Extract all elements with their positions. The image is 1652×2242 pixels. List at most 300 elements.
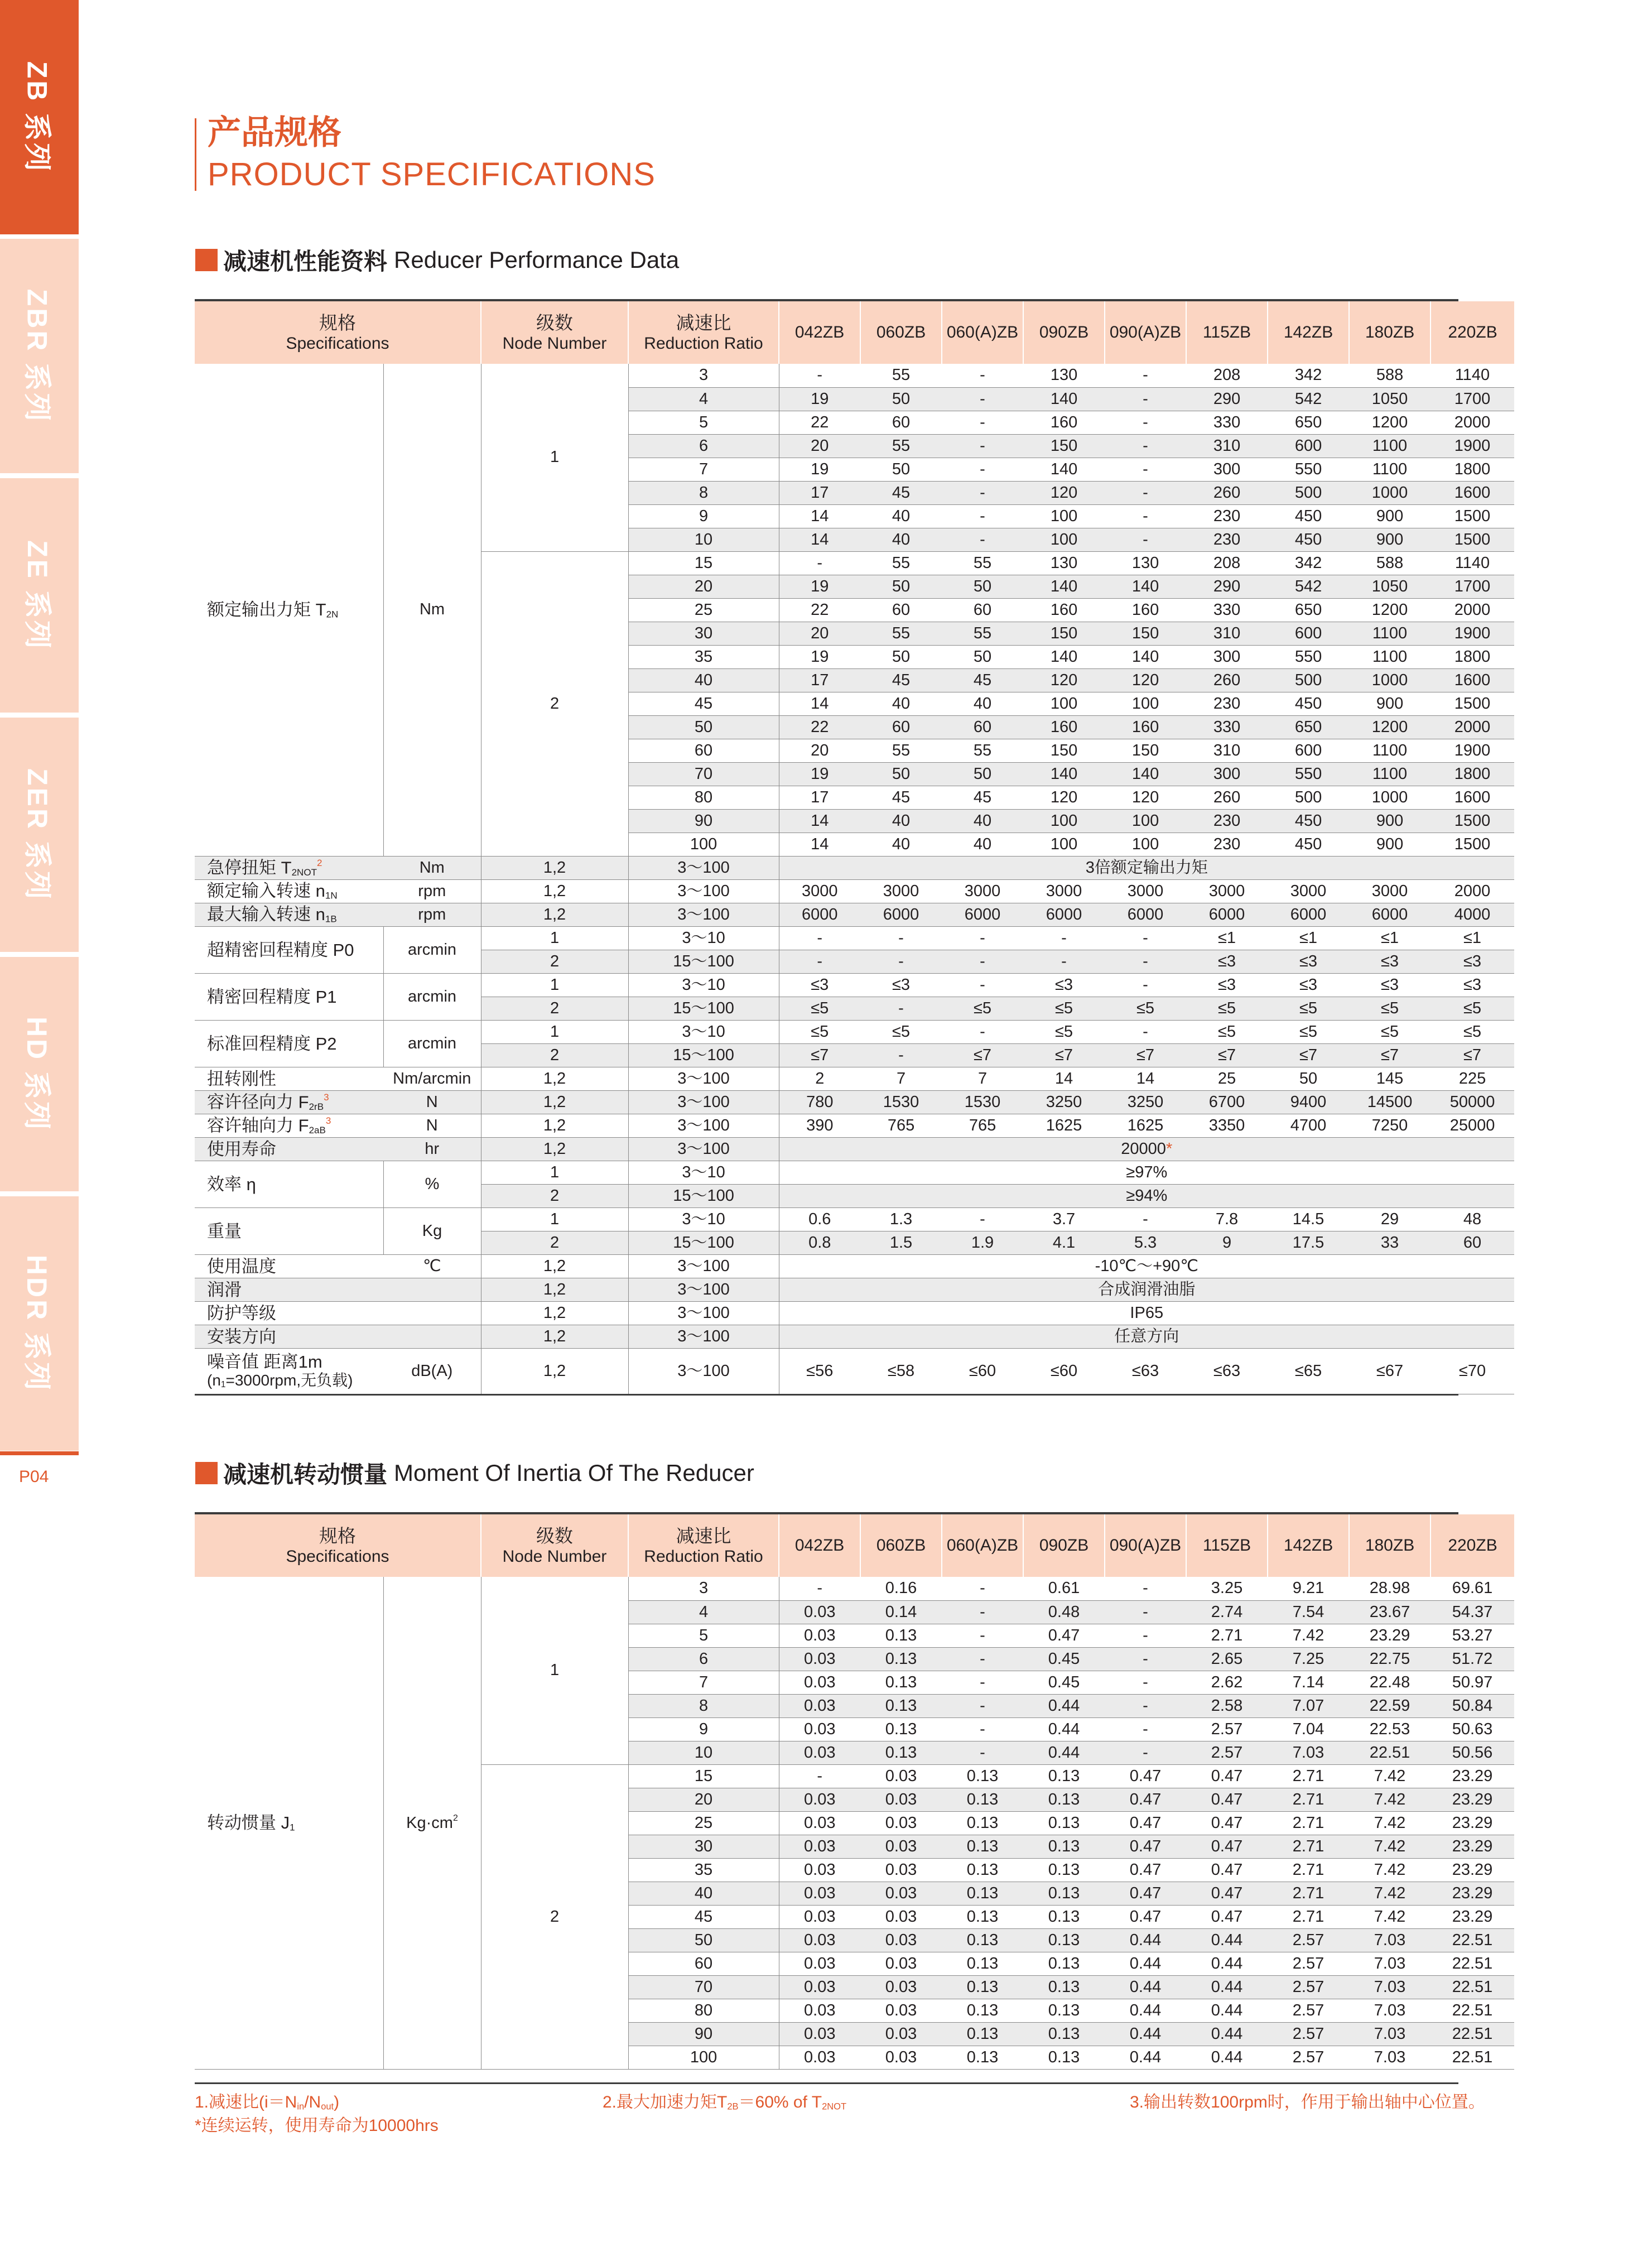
value-cell: 2.65	[1186, 1647, 1268, 1671]
section-square-icon	[195, 1462, 218, 1484]
value-cell: 2.57	[1268, 1975, 1349, 1999]
value-cell: 0.14	[860, 1600, 942, 1624]
ratio-cell: 100	[628, 833, 779, 856]
value-cell: ≤3	[1349, 950, 1431, 973]
value-cell: ≤67	[1349, 1348, 1431, 1394]
value-cell: 1.9	[942, 1231, 1023, 1254]
ratio-cell: 15～100	[628, 1043, 779, 1067]
value-cell: 1.3	[860, 1207, 942, 1231]
value-cell: 7250	[1349, 1114, 1431, 1137]
ratio-cell: 15	[628, 551, 779, 575]
value-cell: -	[942, 481, 1023, 504]
value-cell: 650	[1268, 411, 1349, 434]
value-cell: 1530	[942, 1090, 1023, 1114]
value-cell: 1100	[1349, 434, 1431, 458]
value-cell: 0.6	[779, 1207, 860, 1231]
header-node-number	[481, 1514, 628, 1577]
value-cell: ≤3	[1023, 973, 1105, 997]
value-cell: 17	[779, 668, 860, 692]
header-specifications	[195, 301, 481, 364]
value-cell: 310	[1186, 622, 1268, 645]
header-cn: 减速比	[676, 1525, 731, 1546]
value-cell: 0.03	[779, 1811, 860, 1835]
label-part: 容许轴向力 F	[207, 1115, 309, 1136]
value-cell: 0.45	[1023, 1647, 1105, 1671]
value-cell: -	[942, 1207, 1023, 1231]
value-cell: 450	[1268, 809, 1349, 833]
value-cell: 100	[1023, 692, 1105, 715]
value-cell: 3000	[779, 879, 860, 903]
label-part: 1	[290, 1821, 295, 1832]
unit-cell: Nm/arcmin	[383, 1067, 481, 1090]
value-cell: -	[860, 997, 942, 1020]
table-row	[195, 903, 1514, 926]
value-cell: 7.42	[1268, 1624, 1349, 1647]
value-cell: 50.97	[1431, 1671, 1514, 1694]
value-cell: 542	[1268, 387, 1349, 411]
value-cell: -	[942, 1694, 1023, 1717]
value-cell: -	[1105, 434, 1186, 458]
value-cell: 150	[1105, 622, 1186, 645]
node-cell: 1,2	[481, 1067, 628, 1090]
value-cell: 0.03	[860, 1788, 942, 1811]
value-cell: 4.1	[1023, 1231, 1105, 1254]
value-cell: 0.13	[942, 1928, 1023, 1952]
value-cell: 50	[942, 575, 1023, 598]
section-square-icon	[195, 249, 218, 271]
value-cell: -	[1105, 528, 1186, 551]
tab-zer-series[interactable]	[0, 718, 79, 952]
value-cell: 7.25	[1268, 1647, 1349, 1671]
header-en: Reduction Ratio	[644, 334, 763, 353]
unit-cell: Kg	[383, 1207, 481, 1254]
value-cell: 150	[1023, 622, 1105, 645]
ratio-cell: 3～100	[628, 903, 779, 926]
value-cell: -	[860, 950, 942, 973]
value-cell: 0.03	[860, 1952, 942, 1975]
value-cell: 2.57	[1268, 1999, 1349, 2022]
value-cell: 1500	[1431, 692, 1514, 715]
header-model: 142ZB	[1268, 301, 1349, 364]
ratio-cell: 4	[628, 387, 779, 411]
footnote-text: 2.最大加速力矩T	[603, 2093, 728, 2111]
value-cell: 40	[860, 809, 942, 833]
value-cell: 1500	[1431, 504, 1514, 528]
table-row	[195, 1325, 1514, 1348]
radial-label	[195, 1090, 383, 1114]
label-part: 转动惯量 J	[207, 1812, 290, 1832]
rated_speed-label	[195, 879, 383, 903]
value-cell: 0.13	[942, 1882, 1023, 1905]
value-cell: 0.16	[860, 1577, 942, 1600]
value-cell: 0.44	[1186, 2046, 1268, 2069]
value-cell: -	[942, 411, 1023, 434]
unit-cell: N	[383, 1114, 481, 1137]
ratio-cell: 20	[628, 575, 779, 598]
tab-hdr-series[interactable]	[0, 1196, 79, 1451]
value-cell: 450	[1268, 692, 1349, 715]
value-cell: 2.62	[1186, 1671, 1268, 1694]
tab-hd-series[interactable]	[0, 957, 79, 1191]
value-cell: 7.03	[1268, 1741, 1349, 1764]
value-cell: ≤65	[1268, 1348, 1349, 1394]
value-cell: 2.57	[1268, 2022, 1349, 2046]
value-cell: 0.13	[942, 1811, 1023, 1835]
value-cell: 230	[1186, 692, 1268, 715]
value-cell: 140	[1023, 458, 1105, 481]
value-cell: 14	[779, 504, 860, 528]
value-cell: 40	[860, 504, 942, 528]
header-model: 115ZB	[1186, 1514, 1268, 1577]
table-row	[195, 1067, 1514, 1090]
value-cell: 23.67	[1349, 1600, 1431, 1624]
value-cell: 3000	[1186, 879, 1268, 903]
value-cell: 54.37	[1431, 1600, 1514, 1624]
label-part: 润滑	[207, 1279, 242, 1300]
unit-cell	[383, 1301, 481, 1325]
value-cell: 22.59	[1349, 1694, 1431, 1717]
table-row	[195, 1020, 1514, 1043]
value-cell: 3250	[1023, 1090, 1105, 1114]
ratio-cell: 3～100	[628, 1348, 779, 1394]
node-cell: 2	[481, 1231, 628, 1254]
node-cell: 1,2	[481, 903, 628, 926]
value-cell: 5.3	[1105, 1231, 1186, 1254]
label-part: 2rB	[309, 1101, 324, 1112]
value-cell: ≤60	[1023, 1348, 1105, 1394]
value-cell: 150	[1023, 434, 1105, 458]
ratio-cell: 15～100	[628, 1231, 779, 1254]
section-title-performance	[195, 243, 679, 277]
value-cell: 19	[779, 645, 860, 668]
mounting-label	[195, 1325, 383, 1348]
value-cell: 3000	[860, 879, 942, 903]
value-cell: 0.13	[1023, 1811, 1105, 1835]
ratio-cell: 25	[628, 1811, 779, 1835]
header-en: Node Number	[502, 1547, 607, 1566]
value-cell: 0.47	[1186, 1835, 1268, 1858]
value-cell: 1500	[1431, 833, 1514, 856]
node-cell: 1,2	[481, 1137, 628, 1161]
node-cell: 1	[481, 1020, 628, 1043]
life-label	[195, 1137, 383, 1161]
value-cell: ≤7	[1023, 1043, 1105, 1067]
value-cell: 550	[1268, 458, 1349, 481]
header-reduction-ratio	[628, 301, 779, 364]
value-cell: 0.13	[860, 1647, 942, 1671]
ratio-cell: 20	[628, 1788, 779, 1811]
value-cell: 0.13	[942, 1952, 1023, 1975]
value-cell: 0.03	[779, 1999, 860, 2022]
value-cell: 7.42	[1349, 1835, 1431, 1858]
value-cell: 0.47	[1186, 1858, 1268, 1882]
value-cell: 0.03	[779, 1788, 860, 1811]
value-cell: 0.03	[860, 1882, 942, 1905]
node-cell: 1,2	[481, 1254, 628, 1278]
value-cell: 500	[1268, 786, 1349, 809]
unit-cell: Nm	[383, 856, 481, 879]
value-cell: -	[1105, 1647, 1186, 1671]
value-cell: 0.47	[1105, 1788, 1186, 1811]
sup-mark: 3	[325, 1115, 331, 1126]
value-cell: 0.13	[1023, 1905, 1105, 1928]
value-cell: ≤5	[860, 1020, 942, 1043]
value-cell-merged: ≥97%	[779, 1161, 1514, 1184]
value-cell-merged	[779, 1254, 1514, 1278]
value-cell: ≤7	[1349, 1043, 1431, 1067]
value-cell-merged: ≥94%	[779, 1184, 1514, 1207]
label-part: 2aB	[309, 1124, 326, 1136]
value-cell: 22.48	[1349, 1671, 1431, 1694]
noise-label-line1: 噪音值 距离1m	[207, 1351, 322, 1372]
value-cell: 300	[1186, 458, 1268, 481]
value-cell: 0.45	[1023, 1671, 1105, 1694]
value-cell: 25000	[1431, 1114, 1514, 1137]
protection-label	[195, 1301, 383, 1325]
value-cell: -	[1105, 926, 1186, 950]
value-cell: 7.03	[1349, 2022, 1431, 2046]
ratio-cell: 3～100	[628, 1090, 779, 1114]
value-cell: 14500	[1349, 1090, 1431, 1114]
value-cell: 2.71	[1268, 1882, 1349, 1905]
value-cell: 0.47	[1105, 1811, 1186, 1835]
p0-label: 超精密回程精度 P0	[195, 926, 383, 973]
node-cell: 1,2	[481, 1090, 628, 1114]
unit-cell: N	[383, 1090, 481, 1114]
value-cell: 0.03	[779, 1835, 860, 1858]
value-cell: ≤7	[1105, 1043, 1186, 1067]
inertia-label	[195, 1577, 383, 2069]
value-cell: 150	[1023, 739, 1105, 762]
header-model: 060(A)ZB	[942, 301, 1023, 364]
unit-cell	[383, 1325, 481, 1348]
header-model: 090ZB	[1023, 1514, 1105, 1577]
value-cell: 0.13	[1023, 1999, 1105, 2022]
ratio-cell: 35	[628, 1858, 779, 1882]
header-model: 090(A)ZB	[1105, 301, 1186, 364]
value-cell: 0.03	[779, 1624, 860, 1647]
value-cell: 120	[1023, 786, 1105, 809]
value-cell: 140	[1023, 762, 1105, 786]
value-cell: 1140	[1431, 364, 1514, 387]
value-cell: 14	[779, 692, 860, 715]
footnote-2	[603, 2088, 846, 2113]
table-row	[195, 1254, 1514, 1278]
value-cell: 23.29	[1431, 1835, 1514, 1858]
value-cell: 2.58	[1186, 1694, 1268, 1717]
value-cell: ≤5	[1023, 1020, 1105, 1043]
value-cell: 7.42	[1349, 1764, 1431, 1788]
node-cell: 2	[481, 997, 628, 1020]
value-cell: 25	[1186, 1067, 1268, 1090]
ratio-cell: 9	[628, 1717, 779, 1741]
value-cell: 0.03	[860, 1858, 942, 1882]
tab-zbr-series[interactable]	[0, 239, 79, 473]
value-cell: 0.47	[1186, 1764, 1268, 1788]
value-cell: 130	[1023, 551, 1105, 575]
value-cell: 22.51	[1431, 1975, 1514, 1999]
value-cell: 230	[1186, 833, 1268, 856]
tab-zb-series[interactable]	[0, 0, 79, 234]
label-part: 额定输出力矩 T	[207, 599, 326, 619]
table-row	[195, 926, 1514, 950]
value-cell: 45	[860, 668, 942, 692]
value-cell: 150	[1105, 739, 1186, 762]
unit-cell: Nm	[383, 364, 481, 856]
value-cell: -	[1105, 1577, 1186, 1600]
ratio-cell: 80	[628, 786, 779, 809]
value-cell: 0.03	[860, 1905, 942, 1928]
value-cell: 19	[779, 575, 860, 598]
unit-cell: rpm	[383, 903, 481, 926]
section-title-en: Moment Of Inertia Of The Reducer	[394, 1460, 754, 1486]
value-cell: 48	[1431, 1207, 1514, 1231]
ratio-cell: 15～100	[628, 950, 779, 973]
unit-cell: %	[383, 1161, 481, 1207]
header-cn: 规格	[319, 312, 356, 333]
value-cell: 40	[942, 809, 1023, 833]
label-part: 1	[220, 1380, 226, 1390]
value-cell: 290	[1186, 575, 1268, 598]
value-cell-merged	[779, 1137, 1514, 1161]
value-cell: 390	[779, 1114, 860, 1137]
value-cell: 3.7	[1023, 1207, 1105, 1231]
value-cell: 1900	[1431, 739, 1514, 762]
tab-ze-series[interactable]	[0, 478, 79, 713]
value-cell: -	[1105, 1717, 1186, 1741]
series-sidebar	[0, 0, 79, 1473]
node-cell: 1,2	[481, 1278, 628, 1301]
value-cell: 2.57	[1268, 1928, 1349, 1952]
node-cell: 1	[481, 926, 628, 950]
value-cell: ≤5	[779, 1020, 860, 1043]
value-cell: -	[942, 458, 1023, 481]
label-part: 1B	[325, 913, 337, 925]
value-cell: 900	[1349, 528, 1431, 551]
value-cell: -	[1023, 926, 1105, 950]
value-cell: 140	[1023, 387, 1105, 411]
page-number: P04	[19, 1468, 49, 1486]
header-model: 180ZB	[1349, 301, 1431, 364]
value-cell: 20	[779, 622, 860, 645]
value-cell: 53.27	[1431, 1624, 1514, 1647]
value-cell: 22.51	[1431, 1928, 1514, 1952]
value-cell: 45	[860, 786, 942, 809]
tab-label: ZER 系列	[21, 768, 53, 901]
value-cell: ≤5	[1268, 1020, 1349, 1043]
footnote-text: /N	[304, 2093, 321, 2111]
value-cell: 0.44	[1023, 1694, 1105, 1717]
value-cell: 6000	[779, 903, 860, 926]
value-cell: 100	[1023, 809, 1105, 833]
ratio-cell: 3～10	[628, 1020, 779, 1043]
value-cell: 0.48	[1023, 1600, 1105, 1624]
value-cell: 0.13	[860, 1694, 942, 1717]
value-cell: 45	[942, 668, 1023, 692]
value-cell: 140	[1105, 645, 1186, 668]
value-cell: 300	[1186, 762, 1268, 786]
value-cell: -	[779, 551, 860, 575]
value-cell: -	[942, 1624, 1023, 1647]
value-cell: 140	[1023, 645, 1105, 668]
value-cell: 2	[779, 1067, 860, 1090]
value-cell: 0.13	[860, 1671, 942, 1694]
value-cell: 1530	[860, 1090, 942, 1114]
value-cell: -	[779, 364, 860, 387]
value-cell: 50000	[1431, 1090, 1514, 1114]
ratio-cell: 3～100	[628, 1278, 779, 1301]
value-cell: -	[1105, 458, 1186, 481]
value-cell: 69.61	[1431, 1577, 1514, 1600]
header-model: 180ZB	[1349, 1514, 1431, 1577]
value-cell: 22	[779, 411, 860, 434]
value-cell: 0.47	[1105, 1858, 1186, 1882]
value-cell: 160	[1023, 715, 1105, 739]
value-cell: 1900	[1431, 434, 1514, 458]
table-row	[195, 856, 1514, 879]
ratio-cell: 15～100	[628, 997, 779, 1020]
value-cell: 0.03	[779, 1671, 860, 1694]
value-cell: 0.44	[1105, 1952, 1186, 1975]
value-cell: 6000	[942, 903, 1023, 926]
value-cell: 29	[1349, 1207, 1431, 1231]
value-cell: 342	[1268, 551, 1349, 575]
value-cell: 7.42	[1349, 1882, 1431, 1905]
value-cell: 260	[1186, 668, 1268, 692]
value-cell: 22.51	[1431, 2046, 1514, 2069]
label-part: 额定输入转速 n	[207, 881, 325, 901]
value-cell: 60	[860, 598, 942, 622]
value-cell: 3000	[942, 879, 1023, 903]
value-cell: ≤58	[860, 1348, 942, 1394]
value-cell: 0.47	[1186, 1882, 1268, 1905]
value-cell: -	[942, 387, 1023, 411]
value-cell-merged	[779, 1325, 1514, 1348]
value-cell: 0.44	[1023, 1717, 1105, 1741]
table-row	[195, 879, 1514, 903]
value-cell: 0.44	[1186, 1952, 1268, 1975]
value-cell: 600	[1268, 739, 1349, 762]
value-cell: -	[942, 1647, 1023, 1671]
section-title-inertia	[195, 1456, 754, 1490]
value-cell: 0.13	[942, 1788, 1023, 1811]
ratio-cell: 50	[628, 715, 779, 739]
footnote-sub: out	[321, 2101, 334, 2112]
value-cell: 2.71	[1268, 1835, 1349, 1858]
value-cell: 500	[1268, 481, 1349, 504]
value-cell: 130	[1023, 364, 1105, 387]
value-cell: 22.51	[1431, 2022, 1514, 2046]
value-cell: 1.5	[860, 1231, 942, 1254]
value-cell: -	[1105, 411, 1186, 434]
value-cell: 0.44	[1186, 1928, 1268, 1952]
sup-mark: 2	[317, 857, 322, 868]
value-cell: ≤5	[1186, 997, 1268, 1020]
value-cell: 23.29	[1431, 1905, 1514, 1928]
value-cell: 50	[1268, 1067, 1349, 1090]
value-cell: 100	[1105, 809, 1186, 833]
label-part: 安装方向	[207, 1326, 276, 1346]
value-cell: ≤3	[1431, 973, 1514, 997]
value-cell: 1600	[1431, 786, 1514, 809]
value-cell: 14	[1023, 1067, 1105, 1090]
value-cell: ≤3	[1349, 973, 1431, 997]
value-cell: -	[942, 1671, 1023, 1694]
value-cell: -	[942, 364, 1023, 387]
footnote-text: ＝60% of T	[738, 2093, 822, 2111]
value-cell: ≤3	[1186, 950, 1268, 973]
value-cell: 40	[942, 692, 1023, 715]
